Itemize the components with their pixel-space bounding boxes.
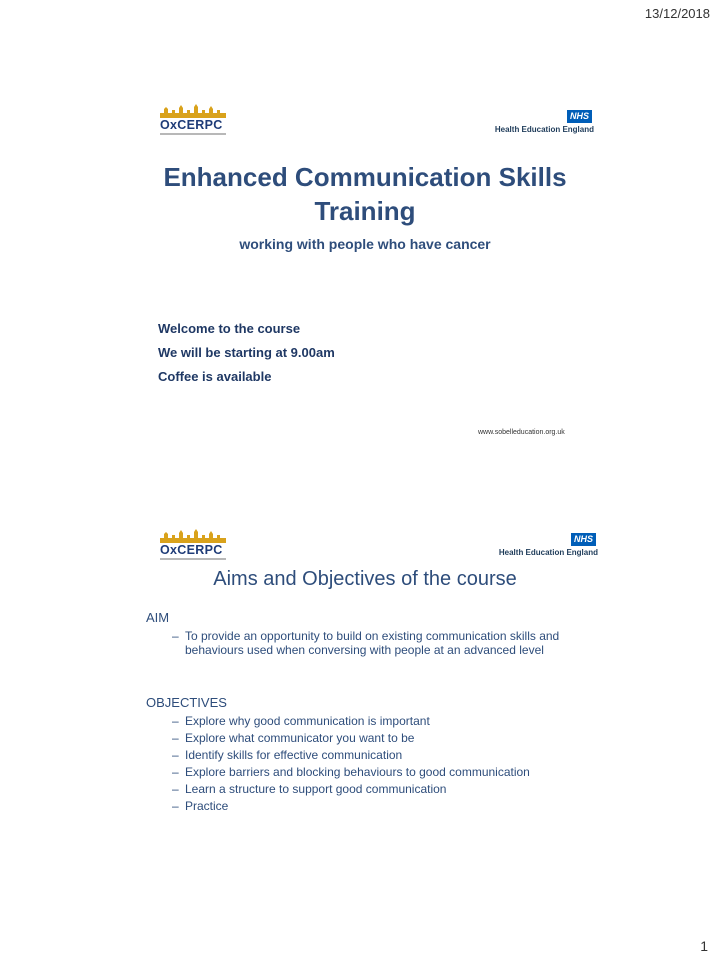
list-item xyxy=(172,748,562,762)
logo-underline xyxy=(160,558,226,560)
list-item xyxy=(172,799,562,813)
page-number: 1 xyxy=(700,938,708,954)
list-item xyxy=(172,714,562,728)
slide-subtitle: working with people who have cancer xyxy=(239,236,491,252)
objectives-list xyxy=(172,714,562,816)
dash-bullet: – xyxy=(172,731,179,745)
oxcerpc-logo xyxy=(160,529,226,563)
skyline-icon xyxy=(160,104,226,118)
list-item-text: Explore what communicator you want to be xyxy=(185,731,415,745)
nhs-badge: NHS xyxy=(571,533,596,546)
slide-title-line2: Training xyxy=(314,196,416,226)
list-item-text: Explore why good communication is important xyxy=(185,714,430,728)
hee-text: Health Education England xyxy=(494,125,594,134)
welcome-line: Coffee is available xyxy=(158,369,272,384)
print-date: 13/12/2018 xyxy=(644,6,710,21)
oxcerpc-logo-text: OxCERPC xyxy=(160,118,223,132)
logo-underline xyxy=(160,133,226,135)
list-item xyxy=(172,731,562,745)
dash-bullet: – xyxy=(172,765,179,779)
aim-heading: AIM xyxy=(146,610,170,625)
slide-title xyxy=(120,160,610,228)
oxcerpc-logo-text: OxCERPC xyxy=(160,543,223,557)
aim-list xyxy=(172,629,562,660)
hee-text: Health Education England xyxy=(498,548,598,557)
welcome-line: Welcome to the course xyxy=(158,321,301,336)
list-item-text: Practice xyxy=(185,799,229,813)
objectives-heading: OBJECTIVES xyxy=(146,695,227,710)
slide-title-line1: Enhanced Communication Skills xyxy=(163,162,567,192)
welcome-line: We will be starting at 9.00am xyxy=(158,345,335,360)
slide-welcome xyxy=(120,92,610,462)
nhs-badge: NHS xyxy=(567,110,592,123)
list-item-text: Explore barriers and blocking behaviours to good communication xyxy=(185,765,530,779)
website-url[interactable]: www.sobelleducation.org.uk xyxy=(478,429,565,436)
list-item xyxy=(172,629,562,657)
dash-bullet: – xyxy=(172,799,179,813)
nhs-hee-logo xyxy=(494,110,594,138)
oxcerpc-logo xyxy=(160,104,226,138)
list-item xyxy=(172,782,562,796)
list-item-text: To provide an opportunity to build on existing communication skills and behaviours used when conversing with people at an advanced level xyxy=(185,629,560,657)
dash-bullet: – xyxy=(172,629,179,643)
nhs-hee-logo xyxy=(498,533,598,561)
dash-bullet: – xyxy=(172,748,179,762)
dash-bullet: – xyxy=(172,714,179,728)
list-item-text: Identify skills for effective communication xyxy=(185,748,403,762)
list-item-text: Learn a structure to support good communication xyxy=(185,782,447,796)
skyline-icon xyxy=(160,529,226,543)
slide-title: Aims and Objectives of the course xyxy=(213,568,517,590)
dash-bullet: – xyxy=(172,782,179,796)
welcome-message xyxy=(158,320,335,392)
list-item xyxy=(172,765,562,779)
slide-aims-objectives xyxy=(120,515,610,885)
